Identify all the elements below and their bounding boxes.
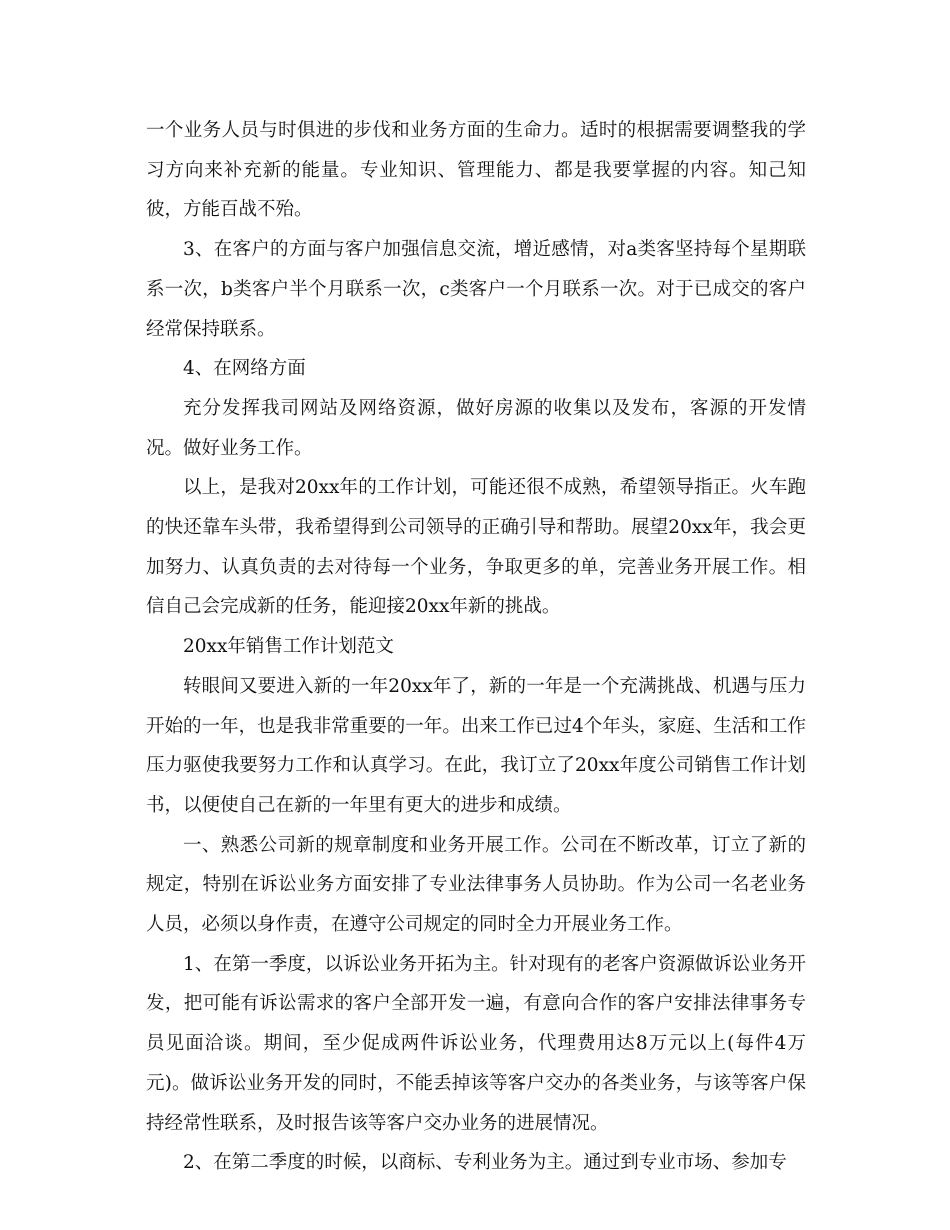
paragraph-network-body: 充分发挥我司网站及网络资源，做好房源的收集以及发布，客源的开发情况。做好业务工作。 (146, 397, 806, 459)
paragraph-client-contact: 3、在客户的方面与客户加强信息交流，增近感情，对a类客坚持每个星期联系一次，b类客户半个月联系一次，c类客户一个月联系一次。对于已成交的客户经常保持联系。 (146, 239, 806, 340)
paragraph-continuation: 一个业务人员与时俱进的步伐和业务方面的生命力。适时的根据需要调整我的学习方向来补充新的能量。专业知识、管理能力、都是我要掌握的内容。知己知彼，方能百战不殆。 (146, 120, 806, 221)
section-title: 20xx年销售工作计划范文 (183, 636, 394, 658)
paragraph-section-one: 一、熟悉公司新的规章制度和业务开展工作。公司在不断改革，订立了新的规定，特别在诉讼业务方面安排了专业法律事务人员协助。作为公司一名老业务人员，必须以身作责，在遵守公司规定的同时全力开展业务工作。 (146, 834, 806, 936)
paragraph-q1-plan: 1、在第一季度，以诉讼业务开拓为主。针对现有的老客户资源做诉讼业务开发，把可能有诉讼需求的客户全部开发一遍，有意向合作的客户安排法律事务专员见面洽谈。期间，至少促成两件诉讼业务，代理费用达8万元以上(每件4万元)。做诉讼业务开发的同时，不能丢掉该等客户交办的各类业务，与该等客户保持经常性联系，及时报告该等客户交办业务的进展情况。 (146, 953, 806, 1134)
paragraph-q2-plan: 2、在第二季度的时候，以商标、专利业务为主。通过到专业市场、参加专 (183, 1152, 787, 1174)
paragraph-conclusion: 以上，是我对20xx年的工作计划，可能还很不成熟，希望领导指正。火车跑的快还靠车头带，我希望得到公司领导的正确引导和帮助。展望20xx年，我会更加努力、认真负责的去对待每一个业务，争取更多的单，完善业务开展工作。相信自己会完成新的任务，能迎接20xx年新的挑战。 (146, 477, 806, 618)
paragraph-intro: 转眼间又要进入新的一年20xx年了，新的一年是一个充满挑战、机遇与压力开始的一年，也是我非常重要的一年。出来工作已过4个年头，家庭、生活和工作压力驱使我要努力工作和认真学习。在此，我订立了20xx年度公司销售工作计划书，以便使自己在新的一年里有更大的进步和成绩。 (146, 675, 806, 816)
paragraph-network-heading: 4、在网络方面 (183, 358, 306, 380)
document-body (146, 111, 806, 1183)
